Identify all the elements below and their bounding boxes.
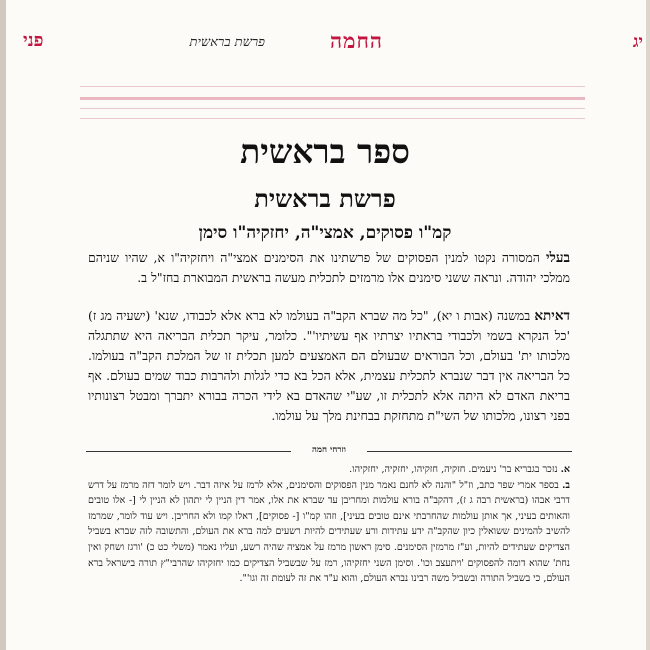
- running-header-book: פני: [23, 30, 44, 51]
- section-heading: קמ"ו פסוקים, אמצי"ה, יחזקיה"ו סימן: [198, 223, 452, 243]
- paragraph-text: במשנה (אבות ו יא), "כל מה שברא הקב"ה בעולמו לא ברא אלא לכבודו, שנא' (ישעיה מג ז) 'כל הנקרא בשמי ולכבודי בראתיו יצרתיו אף עשיתיו'". כלומר, עיקר תכלית הבריאה היא שתתגלה מלכותו ית' בעולם, וכל הבוראים שבעולם הם האמצעים למען תכלית זו של המלכת הקב"ה בעולמו. כל הבריאה אין דבר שנברא לתכלית עצמית, אלא הכל בא כדי לגלות ולהרבות כבוד שמים בעולם. אף בריאת האדם לא היתה אלא לתכלית זו, שע"י שהאדם בא לידי הכרה בבורא יתברך ומבטל רצונותיו בפני רצונו, מלכותו של השי"ת מתחזקת בבחינת מלך על עולמו.: [88, 308, 570, 423]
- running-header-title: החמה: [329, 28, 383, 53]
- binding-edge: [0, 0, 6, 650]
- paragraph-text: המסורה נקטו למנין הפסוקים של פרשתינו את הסימנים אמצי"ה ויחזקיה"ו א, שהיו שניהם ממלכי יהודה. ונראה ששני סימנים אלו מרמזים לתכלית מעשה בראשית המבוארת בחז"ל ב.: [88, 250, 570, 285]
- paragraph-lead-word: בעלי: [545, 250, 570, 266]
- footnote: [88, 462, 570, 478]
- footnote-marker: ב.: [562, 479, 570, 491]
- footnote-divider: [86, 444, 572, 458]
- bleed-through-line: [80, 118, 585, 119]
- body-paragraph: [88, 248, 570, 288]
- bleed-through-line: [80, 97, 585, 100]
- page-number: יג: [632, 32, 643, 52]
- footnote-text: בספר אמרי שפר כתב, וז"ל "והנה לא לחנם נאמר מנין הפסוקים והסימנים, אלא לרמז על איזה דבר. ויש לומר דזה מרמז על דרש דרבי אבהו (בראשית רבה ג ז), דהקב"ה בורא עולמות ומחריבן עד שברא את אלו, אמר דין הניין לי יתהון לא הניין לי [- אלו טובים והאותים בעיני, אך אותן עולמות שהחרבתי אינם טובים בעיני], וזהו קמ"ו [- פסוקים], דאלו קמו ולא החריבן. ויש עוד לומר, שמרמז להשיב להמינים ששואלין כיון שהקב"ה ידע עתידות ורע שעתידים להיות רשעים למה ברא את העולם, והתשובה לזה שברא בשביל הצדיקים שעתידים להיות, וע"ז מרמזין הסימנים. סימן ראשון מרמז על אמציה שהיה רשע, ועליו נאמר (משלי כט כ) 'ורגז ושחק ואין נחת' שהוא דומה להפסוקים 'ויתעצב וכו'. וסימן השני יחזקיהו, רמז על שבשביל הצדיקים כמו יחזקיהו שהרבי"ץ תורה בישראל ברא העולם, כי בשביל התורה ובשביל משה רבינו נברא העולם, והוא ע"ד את זה לעומת זה וגו'".: [88, 479, 570, 585]
- bleed-through-line: [80, 108, 585, 109]
- page-edge: [646, 0, 650, 650]
- parsha-title: פרשת בראשית: [254, 184, 396, 213]
- footnote-divider-label: וזרחי חמה: [312, 445, 346, 455]
- bleed-through-line: [80, 86, 585, 87]
- footnote-text: נזכר בגבריא בר' ניעמים. חזקיה, חזקיהו, יחזקיה, יחזקיהו.: [349, 464, 561, 475]
- book-title: ספר בראשית: [240, 132, 410, 171]
- footnote-marker: א.: [560, 464, 570, 475]
- running-header-parsha: פרשת בראשית: [189, 35, 265, 50]
- body-paragraph: [88, 306, 570, 426]
- running-header: [23, 26, 643, 66]
- footnote: [88, 478, 570, 587]
- footnotes: [88, 462, 570, 587]
- paragraph-lead-word: דאיתא: [534, 308, 570, 324]
